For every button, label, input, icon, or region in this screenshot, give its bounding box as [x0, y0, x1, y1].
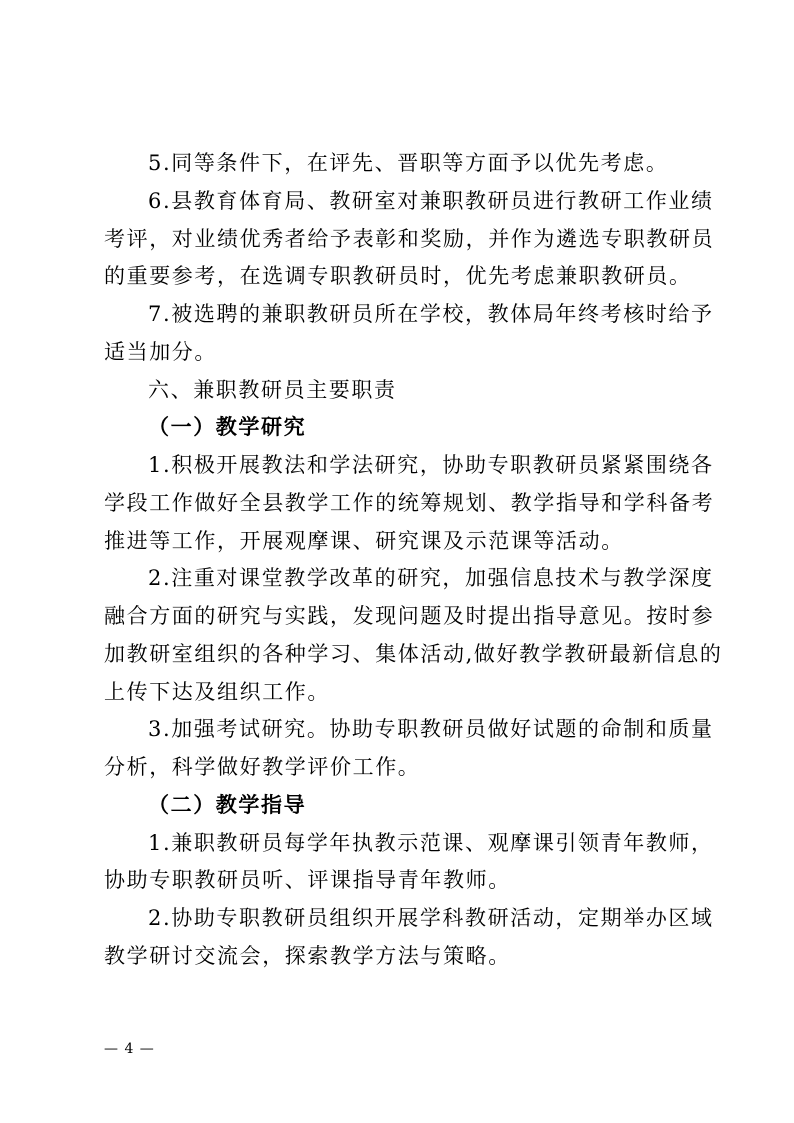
subsection-heading: （二）教学指导 — [148, 792, 307, 817]
paragraph-line: 6.县教育体育局、教研室对兼职教研员进行教研工作业绩 — [148, 189, 714, 213]
paragraph-line: 1.积极开展教法和学法研究，协助专职教研员紧紧围绕各 — [148, 453, 714, 477]
paragraph-line: 3.加强考试研究。协助专职教研员做好试题的命制和质量 — [148, 717, 714, 741]
paragraph-line: 2.协助专职教研员组织开展学科教研活动，定期举办区域 — [148, 906, 714, 930]
paragraph-line: 上传下达及组织工作。 — [104, 680, 330, 704]
paragraph-line: 学段工作做好全县教学工作的统筹规划、教学指导和学科备考 — [104, 491, 715, 515]
paragraph-line: 分析，科学做好教学评价工作。 — [104, 755, 421, 779]
paragraph-line: 加教研室组织的各种学习、集体活动,做好教学教研最新信息的 — [104, 642, 723, 666]
section-heading: 六、兼职教研员主要职责 — [148, 378, 397, 402]
paragraph-line: 考评，对业绩优秀者给予表彰和奖励，并作为遴选专职教研员 — [104, 227, 715, 251]
paragraph-line: 适当加分。 — [104, 340, 217, 364]
paragraph-line: 5.同等条件下，在评先、晋职等方面予以优先考虑。 — [148, 151, 669, 175]
paragraph-line: 7.被选聘的兼职教研员所在学校，教体局年终考核时给予 — [148, 302, 714, 326]
paragraph-line: 1.兼职教研员每学年执教示范课、观摩课引领青年教师， — [148, 831, 714, 855]
paragraph-line: 教学研讨交流会，探索教学方法与策略。 — [104, 944, 511, 968]
page-number: — 4 — — [104, 1041, 155, 1057]
paragraph-line: 推进等工作，开展观摩课、研究课及示范课等活动。 — [104, 529, 624, 553]
paragraph-line: 2.注重对课堂教学改革的研究，加强信息技术与教学深度 — [148, 566, 714, 590]
paragraph-line: 融合方面的研究与实践，发现问题及时提出指导意见。按时参 — [104, 604, 715, 628]
subsection-heading: （一）教学研究 — [148, 414, 307, 439]
paragraph-line: 协助专职教研员听、评课指导青年教师。 — [104, 868, 511, 892]
paragraph-line: 的重要参考，在选调专职教研员时，优先考虑兼职教研员。 — [104, 264, 692, 288]
